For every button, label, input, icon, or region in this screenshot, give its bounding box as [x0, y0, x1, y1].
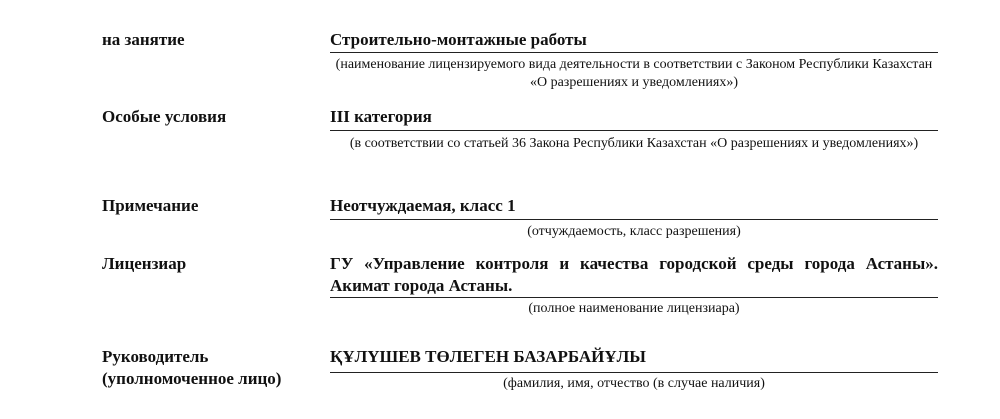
cropped-previous-line	[330, 0, 940, 6]
licensor-value: ГУ «Управление контроля и качества городской среды города Астаны». Акимат города Астаны.	[330, 254, 938, 295]
note-label: Примечание	[102, 196, 199, 215]
note-value: Неотчуждаемая, класс 1	[330, 196, 516, 215]
note-hint: (отчуждаемость, класс разрешения)	[527, 224, 741, 239]
head-underline	[330, 372, 938, 373]
activity-hint: (наименование лицензируемого вида деятельности в соответствии с Законом Республики Казахстан «О разрешениях и уведомлениях»)	[335, 57, 933, 90]
special-conditions-hint: (в соответствии со статьей 36 Закона Республики Казахстан «О разрешениях и уведомлениях»)	[349, 136, 919, 151]
head-value: ҚҰЛҮШЕВ ТӨЛЕГЕН БАЗАРБАЙҰЛЫ	[330, 347, 646, 366]
head-hint: (фамилия, имя, отчество (в случае наличия)	[503, 376, 765, 391]
special-conditions-underline	[330, 130, 938, 131]
head-label: Руководитель (уполномоченное лицо)	[102, 347, 282, 388]
special-conditions-label: Особые условия	[102, 107, 227, 126]
licensor-label: Лицензиар	[102, 254, 187, 273]
activity-value: Строительно-монтажные работы	[330, 30, 587, 49]
licensor-underline	[330, 297, 938, 298]
special-conditions-value: III категория	[330, 107, 432, 126]
activity-label: на занятие	[102, 30, 185, 49]
activity-underline	[330, 52, 938, 53]
note-underline	[330, 219, 938, 220]
licensor-hint: (полное наименование лицензиара)	[528, 301, 740, 316]
